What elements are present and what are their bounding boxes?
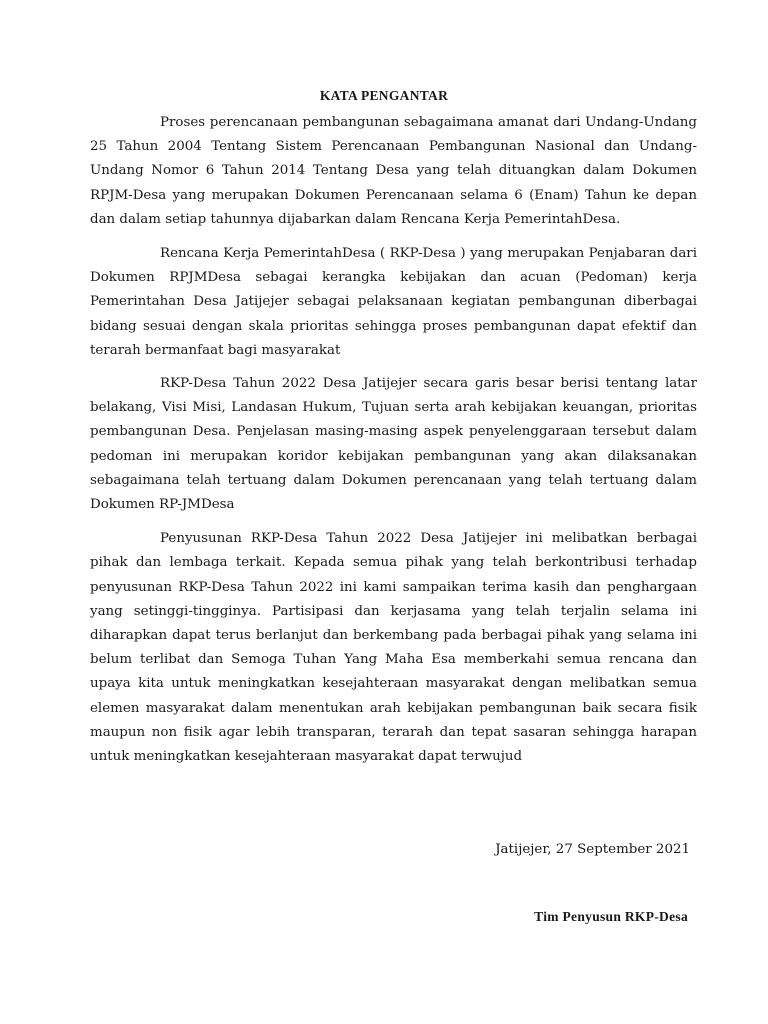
document-body — [90, 111, 697, 769]
paragraph-1: Proses perencanaan pembangunan sebagaimana amanat dari Undang-Undang 25 Tahun 2004 Tentang Sistem Perencanaan Pembangunan Nasional dan Undang-Undang Nomor 6 Tahun 2014 Tentang Desa yang telah dituangkan dalam Dokumen RPJM-Desa yang merupakan Dokumen Perencanaan selama 6 (Enam) Tahun ke depan dan dalam setiap tahunnya dijabarkan dalam Rencana Kerja PemerintahDesa. — [90, 115, 697, 227]
signatory: Tim Penyusun RKP-Desa — [534, 909, 688, 924]
paragraph-4: Penyusunan RKP-Desa Tahun 2022 Desa Jatijejer ini melibatkan berbagai pihak dan lembaga terkait. Kepada semua pihak yang telah berkontribusi terhadap penyusunan RKP-Desa Tahun 2022 ini kami sampaikan terima kasih dan penghargaan yang setinggi-tingginya. Partisipasi dan kerjasama yang telah terjalin selama ini diharapkan dapat terus berlanjut dan berkembang pada berbagai pihak yang selama ini belum terlibat dan Semoga Tuhan Yang Maha Esa memberkahi semua rencana dan upaya kita untuk meningkatkan kesejahteraan masyarakat dengan melibatkan semua elemen masyarakat dalam menentukan arah kebijakan pembangunan baik secara fisik maupun non fisik agar lebih transparan, terarah dan tepat sasaran sehingga harapan untuk meningkatkan kesejahteraan masyarakat dapat terwujud — [90, 531, 697, 765]
page-title: KATA PENGANTAR — [319, 88, 449, 103]
paragraph-3: RKP-Desa Tahun 2022 Desa Jatijejer secara garis besar berisi tentang latar belakang, Visi Misi, Landasan Hukum, Tujuan serta arah kebijakan keuangan, prioritas pembangunan Desa. Penjelasan masing-masing aspek penyelenggaraan tersebut dalam pedoman ini merupakan koridor kebijakan pembangunan yang akan dilaksanakan sebagaimana telah tertuang dalam Dokumen perencanaan yang telah tertuang dalam Dokumen RP-JMDesa — [90, 376, 697, 513]
place-date: Jatijejer, 27 September 2021 — [495, 842, 690, 857]
paragraph-2: Rencana Kerja PemerintahDesa ( RKP-Desa ) yang merupakan Penjabaran dari Dokumen RPJMDesa sebagai kerangka kebijakan dan acuan (Pedoman) kerja Pemerintahan Desa Jatijejer sebagai pelaksanaan kegiatan pembangunan diberbagai bidang sesuai dengan skala prioritas sehingga proses pembangunan dapat efektif dan terarah bermanfaat bagi masyarakat — [90, 246, 697, 358]
